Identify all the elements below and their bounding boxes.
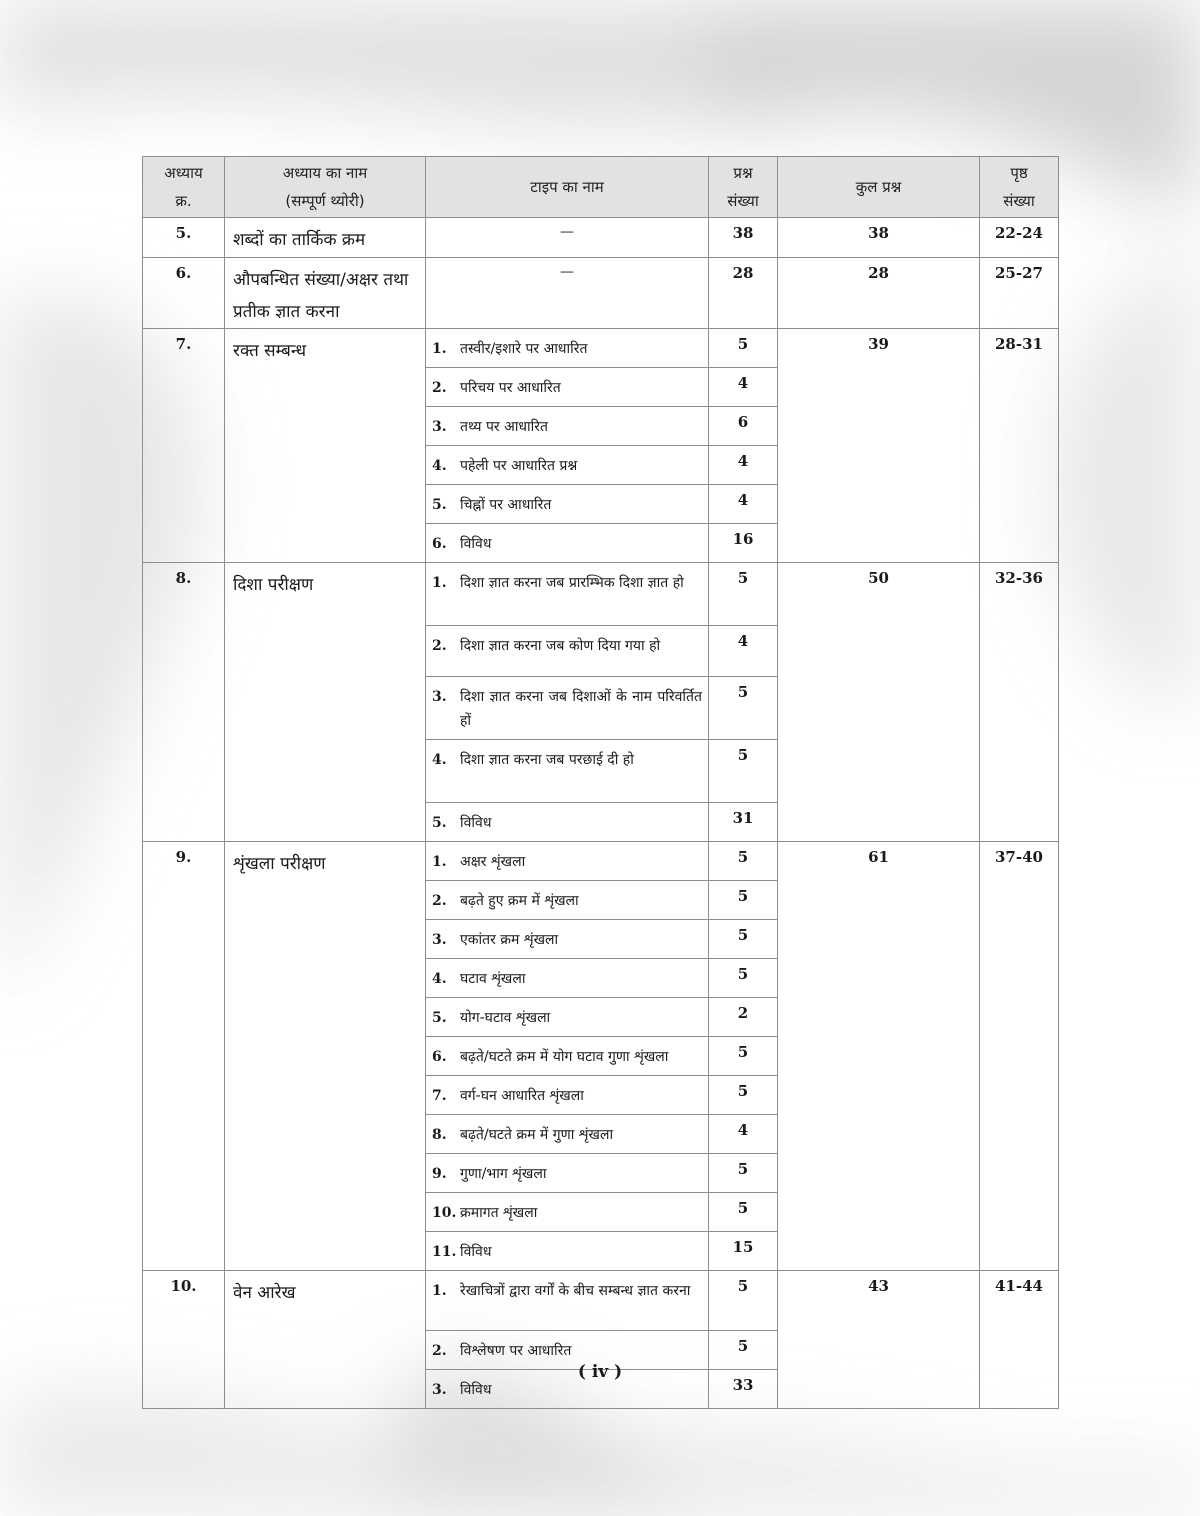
type-number: 4.: [432, 458, 447, 474]
type-name: दिशा ज्ञात करना जब दिशाओं के नाम परिवर्तित हों: [460, 689, 702, 729]
question-count: 5: [709, 1331, 778, 1370]
type-name: विविध: [460, 1244, 492, 1260]
question-count: 5: [709, 1154, 778, 1193]
chapter-name: वेन आरेख: [225, 1271, 426, 1409]
type-number: 2.: [432, 380, 447, 396]
type-cell: [426, 368, 709, 407]
question-count: 5: [709, 1193, 778, 1232]
total-questions: 50: [778, 563, 980, 842]
type-number: 11.: [432, 1244, 457, 1260]
type-number: 1.: [432, 1283, 447, 1299]
type-cell: [426, 677, 709, 740]
total-questions: 28: [778, 258, 980, 329]
type-name: गुणा/भाग शृंखला: [460, 1166, 547, 1182]
question-count: 5: [709, 329, 778, 368]
page-number: ( iv ): [577, 1362, 623, 1382]
type-cell: [426, 920, 709, 959]
question-count: 5: [709, 920, 778, 959]
type-name: विविध: [460, 815, 492, 831]
type-name: परिचय पर आधारित: [460, 380, 561, 396]
type-number: 10.: [432, 1205, 457, 1221]
question-count: 4: [709, 485, 778, 524]
type-name: घटाव शृंखला: [460, 971, 526, 987]
type-cell: [426, 524, 709, 563]
question-count: 4: [709, 1115, 778, 1154]
type-number: 9.: [432, 1166, 447, 1182]
type-cell: [426, 842, 709, 881]
header-total-questions: कुल प्रश्न: [778, 157, 980, 218]
total-questions: 61: [778, 842, 980, 1271]
type-cell: [426, 1232, 709, 1271]
type-cell: [426, 626, 709, 677]
type-number: 4.: [432, 971, 447, 987]
type-number: 1.: [432, 575, 447, 591]
chapter-number: 9.: [143, 842, 225, 1271]
type-name: दिशा ज्ञात करना जब प्रारम्भिक दिशा ज्ञात हो: [460, 575, 684, 591]
type-name: पहेली पर आधारित प्रश्न: [460, 458, 578, 474]
type-name: विविध: [460, 1382, 492, 1398]
table-row: [143, 258, 1059, 329]
question-count: 28: [709, 258, 778, 329]
type-number: 2.: [432, 638, 447, 654]
chapter-name: औपबन्धित संख्या/अक्षर तथा प्रतीक ज्ञात करना: [225, 258, 426, 329]
type-number: 8.: [432, 1127, 447, 1143]
type-name: बढ़ते/घटते क्रम में गुणा शृंखला: [460, 1127, 614, 1143]
type-name: तस्वीर/इशारे पर आधारित: [460, 341, 588, 357]
page-range: 41-44: [980, 1271, 1059, 1409]
type-name: चिह्नों पर आधारित: [460, 497, 552, 513]
header-page-no: पृष्ठ संख्या: [980, 157, 1059, 218]
header-chapter-name: अध्याय का नाम (सम्पूर्ण थ्योरी): [225, 157, 426, 218]
table-row: [143, 329, 1059, 368]
table-row: [143, 218, 1059, 258]
type-name: क्रमागत शृंखला: [460, 1205, 538, 1221]
type-cell: [426, 1076, 709, 1115]
type-number: 7.: [432, 1088, 447, 1104]
type-number: 1.: [432, 854, 447, 870]
table-row: [143, 842, 1059, 881]
chapter-number: 6.: [143, 258, 225, 329]
type-number: 4.: [432, 752, 447, 768]
question-count: 5: [709, 740, 778, 803]
chapter-name: दिशा परीक्षण: [225, 563, 426, 842]
chapter-name: शृंखला परीक्षण: [225, 842, 426, 1271]
type-name: योग-घटाव शृंखला: [460, 1010, 551, 1026]
page-range: 28-31: [980, 329, 1059, 563]
type-cell: [426, 1271, 709, 1331]
total-questions: 39: [778, 329, 980, 563]
type-cell: [426, 959, 709, 998]
type-name: तथ्य पर आधारित: [460, 419, 548, 435]
type-name: —: [426, 218, 709, 258]
header-chapter-no: अध्याय क्र.: [143, 157, 225, 218]
type-number: 5.: [432, 497, 447, 513]
type-cell: [426, 803, 709, 842]
type-cell: [426, 740, 709, 803]
page-range: 32-36: [980, 563, 1059, 842]
question-count: 6: [709, 407, 778, 446]
type-number: 3.: [432, 932, 447, 948]
type-cell: [426, 1115, 709, 1154]
type-cell: [426, 1154, 709, 1193]
question-count: 5: [709, 842, 778, 881]
type-cell: [426, 407, 709, 446]
question-count: 5: [709, 959, 778, 998]
table-header-row: [143, 157, 1059, 218]
chapter-number: 7.: [143, 329, 225, 563]
type-number: 3.: [432, 689, 447, 705]
type-cell: [426, 329, 709, 368]
type-cell: [426, 1037, 709, 1076]
question-count: 16: [709, 524, 778, 563]
type-name: अक्षर शृंखला: [460, 854, 526, 870]
type-cell: [426, 446, 709, 485]
type-name: दिशा ज्ञात करना जब कोण दिया गया हो: [460, 638, 661, 654]
question-count: 5: [709, 1076, 778, 1115]
question-count: 31: [709, 803, 778, 842]
type-number: 2.: [432, 893, 447, 909]
type-name: विविध: [460, 536, 492, 552]
chapter-number: 5.: [143, 218, 225, 258]
page-range: 22-24: [980, 218, 1059, 258]
type-cell: [426, 1193, 709, 1232]
type-cell: [426, 563, 709, 626]
type-cell: [426, 998, 709, 1037]
question-count: 4: [709, 626, 778, 677]
type-name: —: [426, 258, 709, 329]
type-cell: [426, 881, 709, 920]
type-number: 1.: [432, 341, 447, 357]
question-count: 5: [709, 1271, 778, 1331]
question-count: 5: [709, 563, 778, 626]
table-row: [143, 1271, 1059, 1331]
question-count: 5: [709, 677, 778, 740]
total-questions: 43: [778, 1271, 980, 1409]
question-count: 2: [709, 998, 778, 1037]
question-count: 5: [709, 1037, 778, 1076]
type-name: बढ़ते हुए क्रम में शृंखला: [460, 893, 579, 909]
question-count: 15: [709, 1232, 778, 1271]
type-number: 6.: [432, 536, 447, 552]
type-number: 5.: [432, 1010, 447, 1026]
type-name: बढ़ते/घटते क्रम में योग घटाव गुणा शृंखला: [460, 1049, 669, 1065]
type-name: एकांतर क्रम शृंखला: [460, 932, 559, 948]
contents-table: [142, 156, 1059, 1409]
type-number: 5.: [432, 815, 447, 831]
page-range: 37-40: [980, 842, 1059, 1271]
total-questions: 38: [778, 218, 980, 258]
type-number: 2.: [432, 1343, 447, 1359]
table-row: [143, 563, 1059, 626]
question-count: 38: [709, 218, 778, 258]
type-number: 3.: [432, 419, 447, 435]
type-name: विश्लेषण पर आधारित: [460, 1343, 572, 1359]
chapter-name: शब्दों का तार्किक क्रम: [225, 218, 426, 258]
question-count: 33: [709, 1370, 778, 1409]
type-cell: [426, 485, 709, 524]
table-body: [143, 218, 1059, 1409]
type-number: 6.: [432, 1049, 447, 1065]
question-count: 4: [709, 446, 778, 485]
chapter-name: रक्त सम्बन्ध: [225, 329, 426, 563]
chapter-number: 8.: [143, 563, 225, 842]
header-type-name: टाइप का नाम: [426, 157, 709, 218]
question-count: 4: [709, 368, 778, 407]
chapter-number: 10.: [143, 1271, 225, 1409]
type-number: 3.: [432, 1382, 447, 1398]
question-count: 5: [709, 881, 778, 920]
type-name: रेखाचित्रों द्वारा वर्गों के बीच सम्बन्ध ज्ञात करना: [460, 1283, 691, 1299]
page-range: 25-27: [980, 258, 1059, 329]
header-question-count: प्रश्न संख्या: [709, 157, 778, 218]
type-name: दिशा ज्ञात करना जब परछाई दी हो: [460, 752, 634, 768]
type-name: वर्ग-घन आधारित शृंखला: [460, 1088, 584, 1104]
